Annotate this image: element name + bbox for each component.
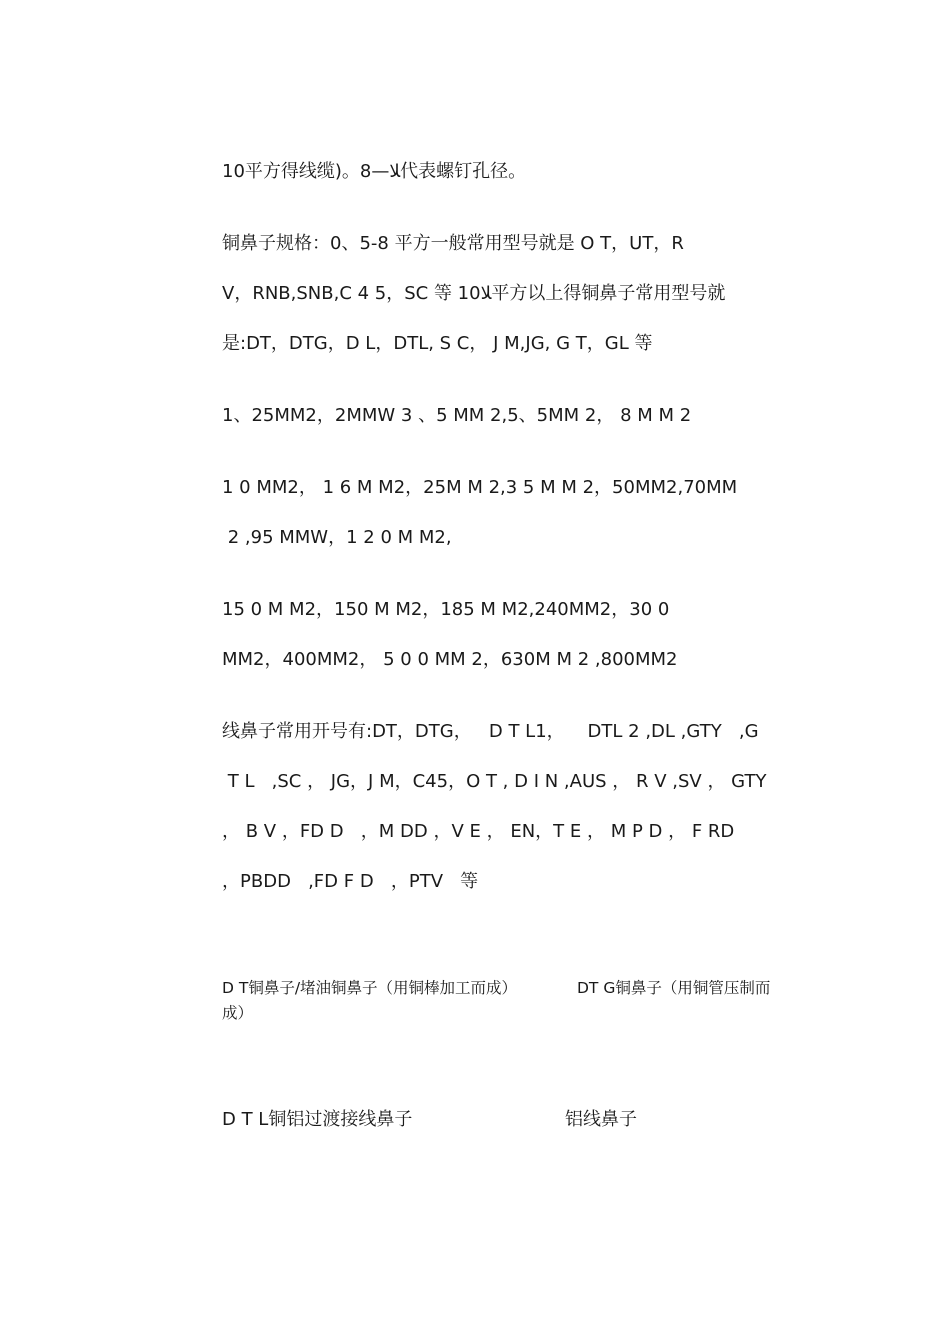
sizes-line-2a: 1 0 MM2， 1 6 M M2，25M M 2,3 5 M M 2，50MM2,70MM xyxy=(222,477,738,498)
types-line-1: 线鼻子常用开号有:DT，DTG， D T L1， DTL 2 ,DL ,GTY ,G xyxy=(222,721,759,742)
al-caption: 铝线鼻子 xyxy=(565,1109,637,1130)
spec-line-2: V，RNB,SNB,C 4 5，SC 等 10ﻼ平方以上得铜鼻子常用型号就 xyxy=(222,283,726,304)
spec-line-1: 铜鼻子规格：0、5-8 平方一般常用型号就是 O T，UT，R xyxy=(222,233,684,254)
dt-caption: D T铜鼻子/堵油铜鼻子（用铜棒加工而成） xyxy=(222,979,518,997)
types-line-3: ， B V ，FD D ，M DD ，V E ， EN，T E ， M P D ， F RD xyxy=(222,821,735,842)
intro-text: 10平方得线缆)。8—﻿ﻼ代表螺钉孔径。 xyxy=(222,161,527,182)
sizes-line-3b: MM2，400MM2， 5 0 0 MM 2，630M M 2 ,800MM2 xyxy=(222,649,678,670)
types-line-4: ，PBDD ,FD F D ，PTV 等 xyxy=(222,871,479,892)
sizes-line-1: 1、25MM2，2MMW 3 、5 MM 2,5、5MM 2， 8 M M 2 xyxy=(222,405,692,426)
types-line-2: T L ,SC ， JG，J M，C45，O T , D I N ,AUS ， R V ,SV ， GTY xyxy=(222,771,767,792)
dtg-caption: DT G铜鼻子（用铜管压制而 xyxy=(577,979,771,997)
sizes-line-2b: 2 ,95 MMW，1 2 0 M M2, xyxy=(222,527,452,548)
spec-line-3: 是:DT，DTG，D L，DTL, S C， J M,JG, G T，GL 等 xyxy=(222,333,653,354)
dtg-caption-continued: 成） xyxy=(222,1004,254,1022)
sizes-line-3a: 15 0 M M2，150 M M2，185 M M2,240MM2，30 0 xyxy=(222,599,670,620)
dtl-caption: D T L铜铝过渡接线鼻子 xyxy=(222,1109,413,1130)
